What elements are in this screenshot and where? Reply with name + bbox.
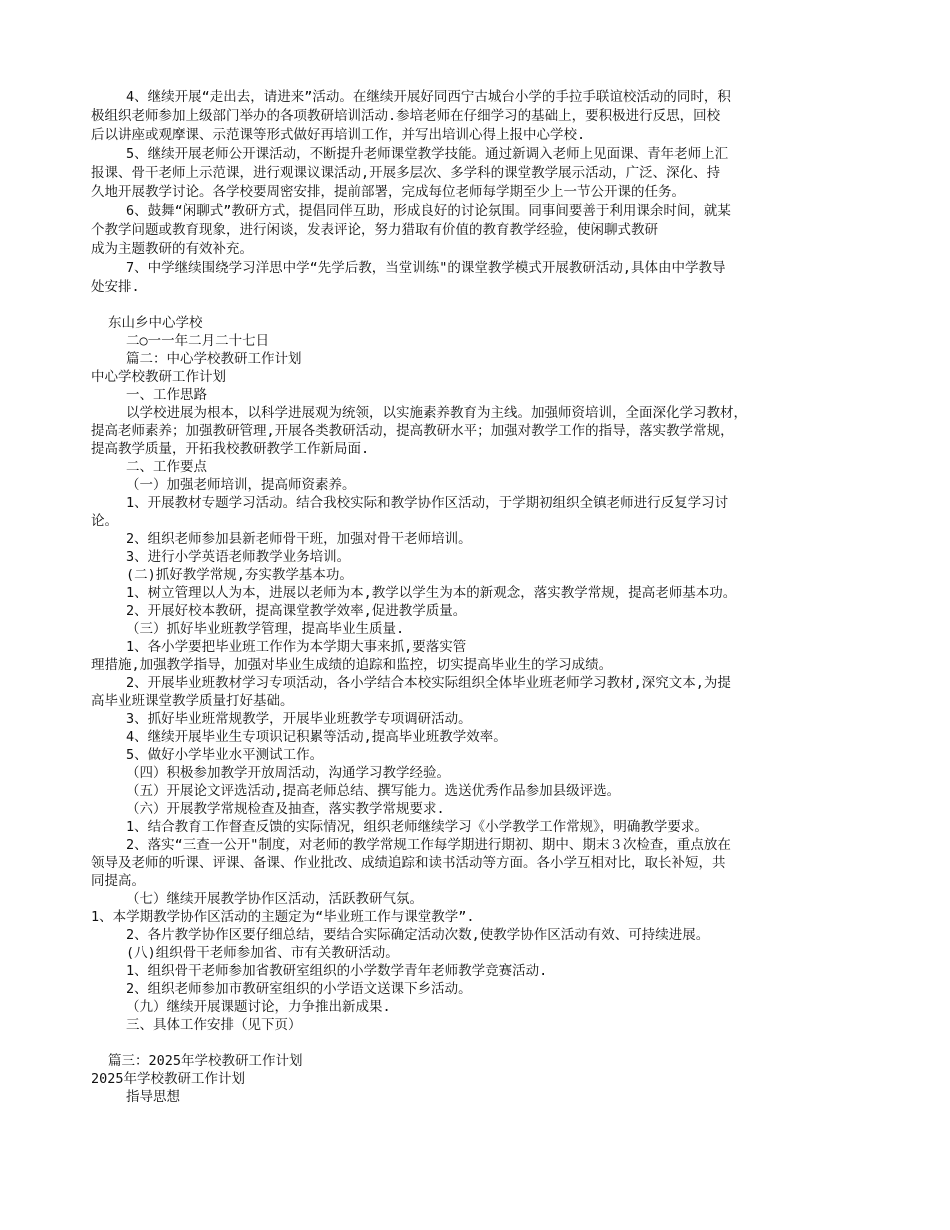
paragraph-line: 同提高。 (91, 873, 145, 889)
paragraph-line: 1、组织骨干老师参加省教研室组织的小学数学青年老师教学竞赛活动. (126, 963, 548, 979)
paragraph-line: 报课、骨干老师上示范课，进行观课议课活动,开展多层次、多学科的课堂教学展示活动，广泛、深化、持 (91, 165, 721, 181)
subsection-heading: (二)抓好教学常规,夯实教学基本功。 (126, 567, 353, 583)
paragraph-line: 提高教学质量，开拓我校教研教学工作新局面. (91, 441, 370, 457)
paragraph-line: 1、开展教材专题学习活动。结合我校实际和教学协作区活动，于学期初组织全镇老师进行反复学习讨 (126, 495, 729, 511)
paragraph-line: 4、继续开展“走出去，请进来”活动。在继续开展好同西宁古城台小学的手拉手联谊校活动的同时，积 (126, 89, 731, 105)
section-heading: 三、具体工作安排（见下页） (126, 1017, 302, 1033)
paragraph-line: 2、开展好校本教研，提高课堂教学效率,促进教学质量。 (126, 603, 467, 619)
paragraph-line: 处安排. (91, 279, 140, 295)
paragraph-line: 极组织老师参加上级部门举办的各项教研培训活动.参培老师在仔细学习的基础上，要积极进行反思，回校 (91, 108, 721, 124)
section-heading: 一、工作思路 (126, 387, 207, 403)
paragraph-line: 领导及老师的听课、评课、备课、作业批改、成绩追踪和读书活动等方面。各小学互相对比，取长补短，共 (91, 855, 726, 871)
paragraph-line: 后以讲座或观摩课、示范课等形式做好再培训工作，并写出培训心得上报中心学校. (91, 127, 586, 143)
subsection-heading: (八)组织骨干老师参加省、市有关教研活动。 (126, 945, 399, 961)
subsection-heading: （一）加强老师培训，提高师资素养。 (126, 477, 356, 493)
signature-org: 东山乡中心学校 (108, 315, 203, 331)
paragraph-line: 2、组织老师参加市教研室组织的小学语文送课下乡活动。 (126, 981, 472, 997)
paragraph-line: 3、抓好毕业班常规教学，开展毕业班教学专项调研活动。 (126, 711, 472, 727)
section-heading: 篇二：中心学校教研工作计划 (126, 351, 302, 367)
paragraph-line: 2、落实“三查一公开"制度，对老师的教学常规工作每学期进行期初、期中、期末３次检查，重点放在 (126, 837, 731, 853)
paragraph-line: 4、继续开展毕业生专项识记积累等活动,提高毕业班教学效率。 (126, 729, 507, 745)
paragraph-line: 1、本学期教学协作区活动的主题定为“毕业班工作与课堂教学”. (91, 909, 475, 925)
paragraph-line: 1、树立管理以人为本，进展以老师为本,教学以学生为本的新观念，落实教学常规，提高老师基本功。 (126, 585, 737, 601)
paragraph-line: 5、做好小学毕业水平测试工作。 (126, 747, 324, 763)
subsection-heading: （五）开展论文评选活动,提高老师总结、撰写能力。选送优秀作品参加县级评选。 (126, 783, 621, 799)
paragraph-line: 3、进行小学英语老师教学业务培训。 (126, 549, 351, 565)
paragraph-line: 成为主题教研的有效补充。 (91, 241, 253, 257)
paragraph-line: 2、各片教学协作区要仔细总结，要结合实际确定活动次数,使教学协作区活动有效、可持续进展。 (126, 927, 710, 943)
paragraph-line: 个教学问题或教育现象，进行闲谈，发表评论，努力猎取有价值的教育教学经验，使闲聊式教研 (91, 222, 658, 238)
section-heading: 二、工作要点 (126, 459, 207, 475)
paragraph-line: 7、中学继续围绕学习洋思中学“先学后教，当堂训练"的课堂教学模式开展教研活动,具体由中学教导 (126, 260, 726, 276)
paragraph-line: 理措施,加强教学指导，加强对毕业生成绩的追踪和监控，切实提高毕业生的学习成绩。 (91, 657, 613, 673)
paragraph-line: 论。 (91, 513, 118, 529)
paragraph-line: 1、结合教育工作督查反馈的实际情况，组织老师继续学习《小学教学工作常规》，明确教学要求。 (126, 819, 708, 835)
subsection-heading: （四）积极参加教学开放周活动，沟通学习教学经验。 (126, 765, 450, 781)
signature-date: 二○一一年二月二十七日 (126, 333, 270, 349)
paragraph-line: 2、组织老师参加县新老师骨干班，加强对骨干老师培训。 (126, 531, 472, 547)
paragraph-line: 久地开展教学讨论。各学校要周密安排，提前部署，完成每位老师每学期至少上一节公开课的任务。 (91, 184, 685, 200)
paragraph-line: 提高老师素养；加强教研管理,开展各类教研活动，提高教研水平；加强对教学工作的指导，落实教学常规， (91, 423, 734, 439)
subsection-heading: （六）开展教学常规检查及抽查，落实教学常规要求. (126, 801, 445, 817)
paragraph-line: 2、开展毕业班教材学习专项活动，各小学结合本校实际组织全体毕业班老师学习教材,深究文本,为提 (126, 675, 731, 691)
subsection-heading: （七）继续开展教学协作区活动，活跃教研气氛。 (126, 891, 423, 907)
section-heading: 篇三：2025年学校教研工作计划 (108, 1053, 303, 1069)
subsection-heading: （三）抓好毕业班教学管理，提高毕业生质量. (126, 621, 405, 637)
document-title: 中心学校教研工作计划 (91, 369, 226, 385)
paragraph-line: 1、各小学要把毕业班工作作为本学期大事来抓,要落实管 (126, 639, 467, 655)
section-heading: 指导思想 (126, 1089, 180, 1105)
paragraph-line: 以学校进展为根本，以科学进展观为统领，以实施素养教育为主线。加强师资培训，全面深化学习教材， (126, 405, 747, 421)
paragraph-line: 高毕业班课堂教学质量打好基础。 (91, 693, 294, 709)
subsection-heading: （九）继续开展课题讨论，力争推出新成果. (126, 999, 391, 1015)
paragraph-line: 5、继续开展老师公开课活动，不断提升老师课堂教学技能。通过新调入老师上见面课、青年老师上汇 (126, 146, 729, 162)
document-title: 2025年学校教研工作计划 (91, 1071, 246, 1087)
paragraph-line: 6、鼓舞“闲聊式”教研方式，提倡同伴互助，形成良好的讨论氛围。同事间要善于利用课余时间，就某 (126, 203, 731, 219)
